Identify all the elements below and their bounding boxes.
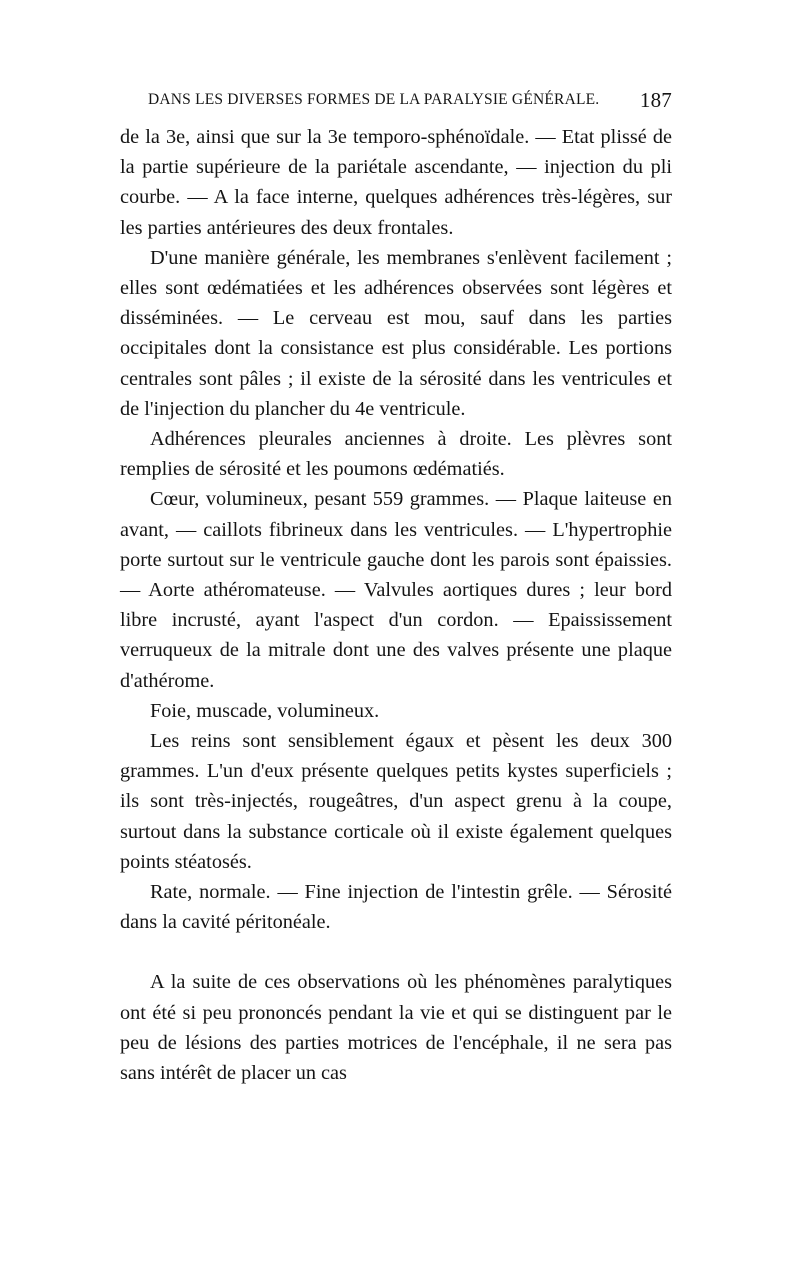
running-title: DANS LES DIVERSES FORMES DE LA PARALYSIE GÉNÉRALE. — [148, 91, 600, 108]
paragraph-spleen: Rate, normale. — Fine injection de l'intestin grêle. — Sérosité dans la cavité péritonéale. — [120, 881, 672, 934]
paragraph-brain-continued: de la 3e, ainsi que sur la 3e temporo-sphénoïdale. — Etat plissé de la partie supérieure de la pariétale ascendante, — injection du pli courbe. — A la face interne, quelques adhérences très-légères, sur les parties antérieures des deux frontales. — [120, 126, 672, 239]
paragraph-kidneys: Les reins sont sensiblement égaux et pèsent les deux 300 grammes. L'un d'eux présente quelques petits kystes superficiels ; ils sont très-injectés, rougeâtres, d'un aspect grenu à la coupe, surtout dans la substance corticale où il existe également quelques points stéatosés. — [120, 730, 672, 873]
paragraph-discussion: A la suite de ces observations où les phénomènes paralytiques ont été si peu prononcés pendant la vie et qui se distinguent par le peu de lésions des parties motrices de l'encéphale, il ne sera pas sans intérêt de placer un cas — [120, 971, 672, 1085]
running-head — [148, 88, 678, 112]
paragraph-heart: Cœur, volumineux, pesant 559 grammes. — Plaque laiteuse en avant, — caillots fibrineux dans les ventricules. — L'hypertrophie porte surtout sur le ventricule gauche dont les parois sont épaissies. — Aorte athéromateuse. — Valvules aortiques dures ; leur bord libre incrusté, ayant l'aspect d'un cordon. — Epaississement verruqueux de la mitrale dont une des valves présente une plaque d'athérome. — [120, 488, 672, 692]
page-number: 187 — [639, 88, 672, 112]
body-text — [120, 122, 672, 1088]
paragraph-liver: Foie, muscade, volumineux. — [150, 699, 380, 722]
paragraph-pleura: Adhérences pleurales anciennes à droite. Les plèvres sont remplies de sérosité et les poumons œdématiés. — [120, 428, 672, 481]
paragraph-membranes: D'une manière générale, les membranes s'enlèvent facilement ; elles sont œdématiées et les adhérences observées sont légères et disséminées. — Le cerveau est mou, sauf dans les parties occipitales dont la consistance est plus considérable. Les portions centrales sont pâles ; il existe de la sérosité dans les ventricules et de l'injection du plancher du 4e ventricule. — [120, 246, 672, 420]
